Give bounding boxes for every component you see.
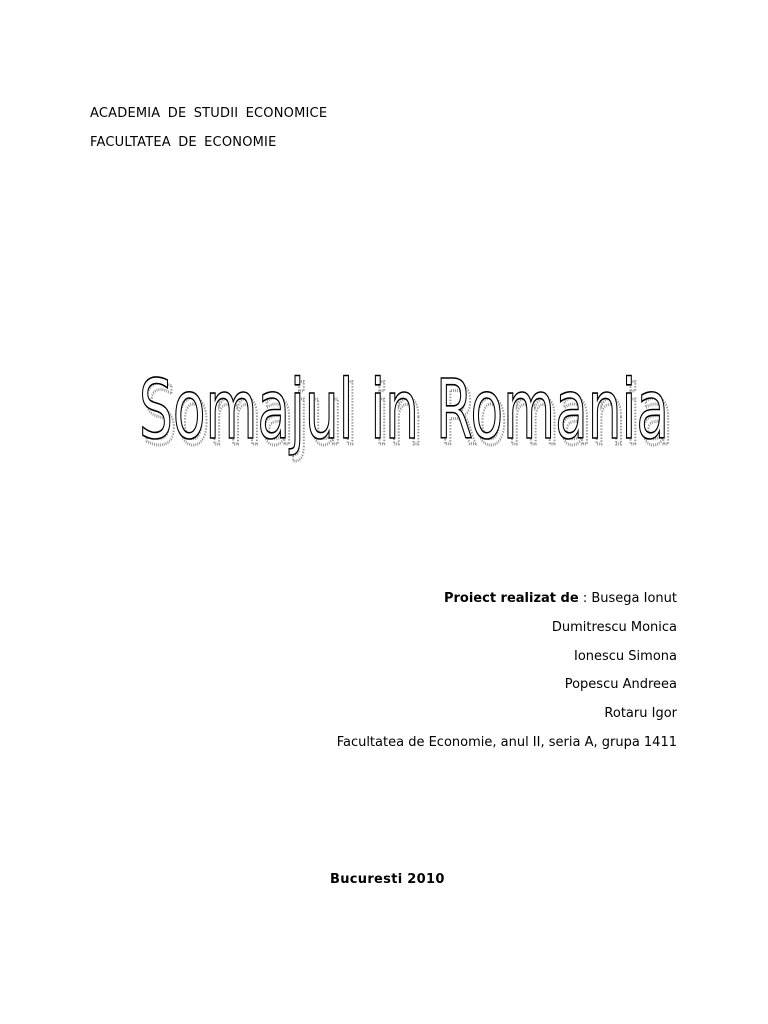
author-name: Busega Ionut (591, 591, 677, 606)
faculty-name: FACULTATEA DE ECONOMIE (90, 135, 277, 150)
author-name: Rotaru Igor (604, 706, 677, 722)
document-title-shadow: Somajul in Romania (143, 369, 673, 464)
institution-name: ACADEMIA DE STUDII ECONOMICE (90, 106, 328, 121)
city-year: Bucuresti 2010 (330, 872, 445, 887)
document-title: Somajul in Romania (139, 363, 669, 458)
authors-lead-label: Proiect realizat de (443, 591, 579, 606)
authors-lead-separator: : (578, 591, 592, 606)
authors-block (337, 585, 677, 758)
document-title-wordart (0, 340, 768, 480)
authors-lead-row (337, 585, 677, 614)
author-name: Ionescu Simona (573, 648, 677, 664)
author-name: Dumitrescu Monica (551, 619, 677, 635)
authors-affiliation: Facultatea de Economie, anul II, seria A, grupa 1411 (336, 734, 677, 750)
author-name: Popescu Andreea (564, 677, 677, 693)
